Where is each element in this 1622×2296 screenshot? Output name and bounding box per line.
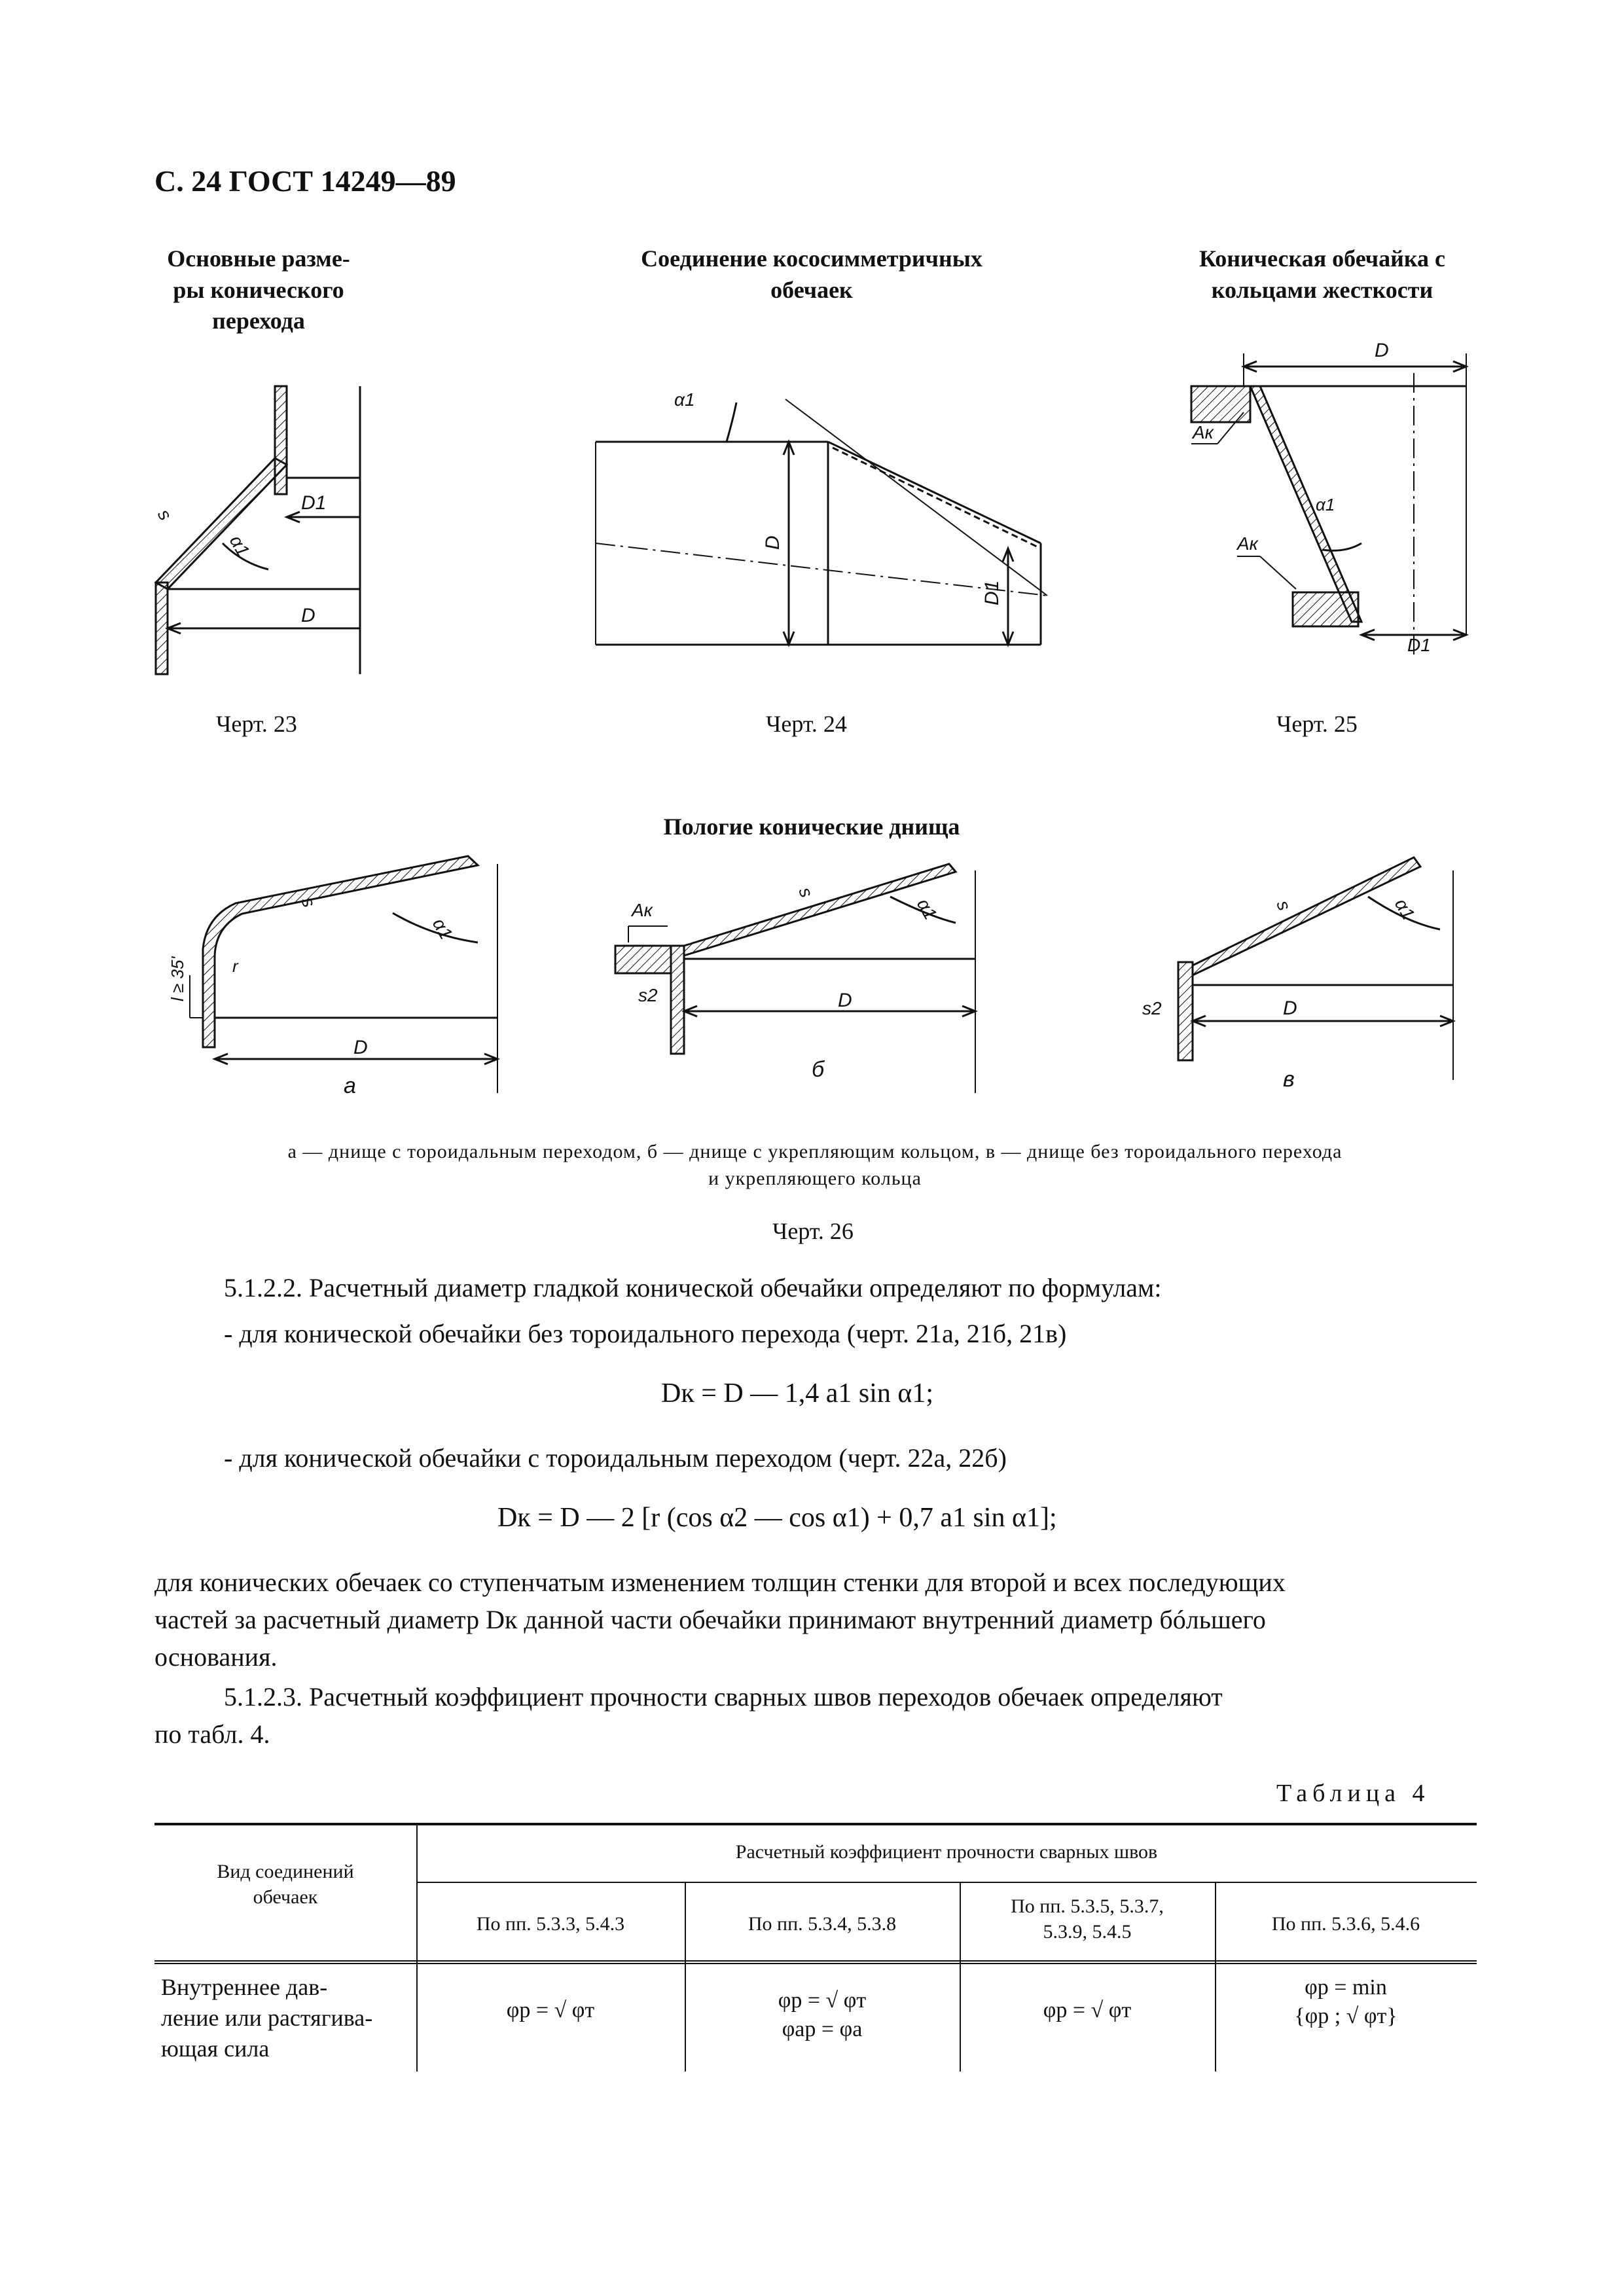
paragraph-5-1-2-3 bbox=[154, 1679, 1477, 1753]
fig23-caption bbox=[151, 243, 367, 337]
fig25-D1-label: D1 bbox=[1407, 635, 1431, 655]
fig26b-s2-label: s2 bbox=[638, 985, 658, 1005]
fig26-legend bbox=[157, 1139, 1473, 1192]
fig26a-s-label: s bbox=[297, 894, 320, 910]
fig25-Ak-bottom-label: Aк bbox=[1237, 533, 1258, 554]
row-label-line: ющая сила bbox=[161, 2035, 270, 2062]
fig26b-s-label: s bbox=[795, 884, 818, 901]
table-group-header: Расчетный коэффициент прочности сварных швов bbox=[735, 1841, 1158, 1863]
table-cell-line: φар = φа bbox=[782, 2017, 863, 2042]
table-row-label bbox=[161, 1972, 403, 2064]
table-cell-line: φр = min bbox=[1305, 1975, 1387, 2000]
formula-2: Dк = D — 2 [r (cos α2 — cos α1) + 0,7 a1 sin α1]; bbox=[497, 1503, 1057, 1533]
paragraph-line: для конических обечаек со ступенчатым изменением толщин стенки для второй и всех последующих bbox=[154, 1568, 1286, 1597]
fig23-caption-line: Основные разме- bbox=[167, 245, 350, 272]
table-cell: φр = √ φт bbox=[506, 1998, 595, 2022]
fig24-D1-label: D1 bbox=[981, 580, 1003, 605]
fig26b-Ak-label: Aк bbox=[632, 900, 653, 920]
fig24-caption-line: Соединение кососимметричных bbox=[641, 245, 982, 272]
table-header-line: 5.3.9, 5.4.5 bbox=[1043, 1921, 1132, 1943]
fig25-caption-line: кольцами жесткости bbox=[1211, 276, 1433, 303]
fig23-drawing bbox=[144, 367, 393, 681]
table-col-header bbox=[960, 1893, 1215, 1945]
fig26a-l-label: l ≥ 35' bbox=[168, 956, 187, 1001]
fig24-label: Черт. 24 bbox=[766, 711, 847, 737]
fig26v-drawing bbox=[1113, 851, 1479, 1100]
fig23-D-label: D bbox=[301, 605, 315, 626]
fig23-caption-line: ры конического bbox=[173, 276, 344, 303]
fig23-s-label: s bbox=[153, 505, 176, 524]
table-4 bbox=[154, 1823, 1477, 2072]
table-cell-line: {φр ; √ φт} bbox=[1294, 2004, 1397, 2029]
fig26a-r-label: r bbox=[232, 956, 238, 976]
fig25-drawing bbox=[1165, 327, 1479, 694]
fig24-alpha-label: α1 bbox=[674, 389, 695, 410]
table-title: Таблица 4 bbox=[1276, 1780, 1430, 1807]
fig26b-drawing bbox=[609, 851, 988, 1100]
paragraph-line: по табл. 4. bbox=[154, 1719, 270, 1749]
fig26b-D-label: D bbox=[838, 990, 852, 1011]
table-header-line: Вид соединений bbox=[217, 1861, 354, 1882]
fig25-label: Черт. 25 bbox=[1276, 711, 1358, 737]
fig26a-drawing bbox=[170, 851, 524, 1100]
paragraph-line: частей за расчетный диаметр Dк данной части обечайки принимают внутренний диаметр бóльшего bbox=[154, 1604, 1266, 1634]
fig25-caption-line: Коническая обечайка с bbox=[1199, 245, 1445, 272]
table-col-header: По пп. 5.3.4, 5.3.8 bbox=[748, 1913, 897, 1935]
fig25-D-label: D bbox=[1375, 340, 1389, 361]
fig24-caption-line: обечаек bbox=[770, 276, 853, 303]
page-header: С. 24 ГОСТ 14249—89 bbox=[154, 164, 456, 198]
paragraph-no-torus: - для конической обечайки без тороидального перехода (черт. 21а, 21б, 21в) bbox=[224, 1319, 1067, 1348]
fig23-label: Черт. 23 bbox=[216, 711, 297, 737]
fig25-caption bbox=[1165, 243, 1479, 306]
table-cell bbox=[1215, 1973, 1477, 2031]
fig26b-sub-label: б bbox=[812, 1057, 825, 1082]
fig26-label: Черт. 26 bbox=[772, 1218, 854, 1244]
paragraph-5-1-2-2: 5.1.2.2. Расчетный диаметр гладкой конической обечайки определяют по формулам: bbox=[224, 1273, 1162, 1302]
fig26v-s2-label: s2 bbox=[1142, 998, 1162, 1018]
fig26-caption: Пологие конические днища bbox=[663, 814, 960, 840]
fig23-caption-line: перехода bbox=[212, 308, 305, 334]
table-col-header: По пп. 5.3.3, 5.4.3 bbox=[476, 1913, 625, 1935]
table-col-header: По пп. 5.3.6, 5.4.6 bbox=[1271, 1913, 1420, 1935]
fig23-alpha-label: α1 bbox=[225, 531, 254, 560]
row-label-line: Внутреннее дав- bbox=[161, 1974, 328, 2000]
table-cell: φр = √ φт bbox=[1043, 1998, 1132, 2022]
fig26a-D-label: D bbox=[353, 1037, 368, 1058]
fig26v-D-label: D bbox=[1283, 997, 1297, 1019]
fig25-alpha-label: α1 bbox=[1316, 495, 1335, 514]
table-header-type bbox=[154, 1859, 416, 1910]
fig26v-s-label: s bbox=[1272, 897, 1295, 914]
table-header-line: обечаек bbox=[253, 1886, 318, 1908]
row-label-line: ление или растягива- bbox=[161, 2004, 373, 2031]
fig23-D1-label: D1 bbox=[301, 492, 327, 514]
paragraph-stepped bbox=[154, 1564, 1477, 1676]
fig26v-alpha-label: α1 bbox=[1390, 895, 1419, 924]
legend-line: и укрепляющего кольца bbox=[708, 1167, 922, 1189]
paragraph-line: основания. bbox=[154, 1641, 278, 1672]
paragraph-with-torus: - для конической обечайки с тороидальным переходом (черт. 22а, 22б) bbox=[224, 1443, 1007, 1473]
fig26a-alpha-label: α1 bbox=[428, 914, 457, 943]
fig24-drawing bbox=[589, 380, 1087, 661]
table-cell-line: φр = √ φт bbox=[778, 1988, 867, 2013]
fig26b-alpha-label: α1 bbox=[912, 895, 941, 924]
fig24-D-label: D bbox=[762, 535, 784, 550]
fig26a-sub-label: а bbox=[344, 1073, 356, 1098]
legend-line: а — днище с тороидальным переходом, б — днище с укрепляющим кольцом, в — днище без тороидального перехода bbox=[287, 1141, 1343, 1162]
fig26v-sub-label: в bbox=[1283, 1067, 1295, 1092]
fig25-Ak-top-label: Aк bbox=[1193, 422, 1214, 442]
fig24-caption bbox=[602, 243, 1021, 306]
table-cell bbox=[685, 1986, 960, 2044]
table-header-line: По пп. 5.3.5, 5.3.7, bbox=[1011, 1895, 1164, 1917]
formula-1: Dк = D — 1,4 a1 sin α1; bbox=[661, 1378, 934, 1408]
paragraph-line: 5.1.2.3. Расчетный коэффициент прочности сварных швов переходов обечаек определяют bbox=[224, 1682, 1223, 1712]
